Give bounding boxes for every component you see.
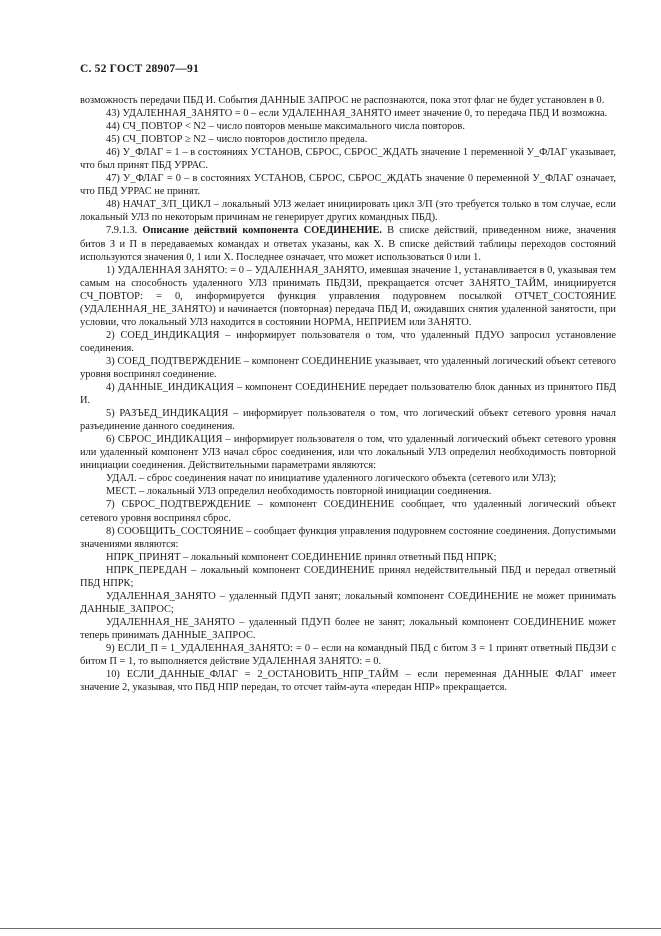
action-item: УДАЛЕННАЯ_НЕ_ЗАНЯТО – удаленный ПДУП более не занят; локальный компонент СОЕДИНЕНИЕ может теперь принимать ДАННЫЕ_ЗАПРОС. (80, 616, 616, 641)
action-item: МЕСТ. – локальный УЛЗ определил необходимость повторной инициации соединения. (106, 486, 492, 498)
paragraph: 48) НАЧАТ_З/П_ЦИКЛ – локальный УЛЗ желает инициировать цикл З/П (это требуется только в том случае, если локальный УЛЗ по некоторым причинам не генерирует других командных ПБД). (80, 199, 616, 224)
section-paragraph (80, 224, 616, 263)
action-item: 9) ЕСЛИ_П = 1_УДАЛЕННАЯ_ЗАНЯТО: = 0 – если на командный ПБД с битом З = 1 принят ответный ПБДЗИ с битом П = 1, то выполняется действие УДАЛЕННАЯ ЗАНЯТО: = 0. (80, 642, 616, 668)
bottom-rule (0, 928, 661, 929)
paragraph: 44) СЧ_ПОВТОР < N2 – число повторов меньше максимального числа повторов. (106, 121, 465, 133)
action-item: 6) СБРОС_ИНДИКАЦИЯ – информирует пользователя о том, что удаленный логический объект сетевого уровня или удаленный компонент УЛЗ начал сброс соединения, или что локальный УЛЗ определил необходимость повторной инициации соединения. Действительными параметрами являются: (80, 434, 616, 472)
action-item: 7) СБРОС_ПОДТВЕРЖДЕНИЕ – компонент СОЕДИНЕНИЕ сообщает, что удаленный логический объект сетевого уровня воспринял сброс. (80, 499, 616, 524)
section-number: 7.9.1.3. (106, 225, 138, 237)
action-item: НПРК_ПРИНЯТ – локальный компонент СОЕДИНЕНИЕ принял ответный ПБД НПРК; (106, 551, 497, 563)
action-item: УДАЛЕННАЯ_ЗАНЯТО – удаленный ПДУП занят; локальный компонент СОЕДИНЕНИЕ не может принимать ДАННЫЕ_ЗАПРОС; (80, 590, 616, 615)
document-body (80, 94, 616, 694)
paragraph: 46) У_ФЛАГ = 1 – в состояниях УСТАНОВ, СБРОС, СБРОС_ЖДАТЬ значение 1 переменной У_ФЛАГ указывает, что был принят ПБД УРРАС. (80, 147, 616, 172)
paragraph: 45) СЧ_ПОВТОР ≥ N2 – число повторов достигло предела. (106, 134, 368, 146)
section-intro: В списке действий, приведенном ниже, значения битов З и П в передаваемых командах и ответах указаны, как Х. В списке действий таблицы переходов состояний используются значения 0, 1 или Х. Последнее означает, что может использоваться 0 или 1. (80, 225, 616, 263)
action-item: 8) СООБЩИТЬ_СОСТОЯНИЕ – сообщает функция управления подуровнем состояние соединения. Допустимыми значениями являются: (80, 525, 616, 550)
action-item: 10) ЕСЛИ_ДАННЫЕ_ФЛАГ = 2_ОСТАНОВИТЬ_НПР_ТАЙМ – если переменная ДАННЫЕ ФЛАГ имеет значение 2, указывая, что ПБД НПР передан, то отсчет тайм-аута «передан НПР» прекращается. (80, 669, 616, 694)
action-item: 1) УДАЛЕННАЯ ЗАНЯТО: = 0 – УДАЛЕННАЯ_ЗАНЯТО, имевшая значение 1, устанавливается в 0, указывая тем самым на способность удаленного УЛЗ принимать ПБДЗИ, прекращается отсчет ЗАНЯТО_ТАЙМ, инициируется СЧ_ПОВТОР: = 0, информируется функция управления подуровнем посылкой ОТЧЕТ_СОСТОЯНИЕ (УДАЛЕННАЯ_НЕ_ЗАНЯТО) и начинается (повторная) передача ПБД И, ожидавших снятия удаленной занятости, при условии, что локальный УЛЗ находится в состоянии НОРМА, НЕПРИЕМ или ЗАНЯТО. (80, 264, 616, 328)
paragraph: 43) УДАЛЕННАЯ_ЗАНЯТО = 0 – если УДАЛЕННАЯ_ЗАНЯТО имеет значение 0, то передача ПБД И возможна. (106, 108, 608, 120)
section-title: Описание действий компонента СОЕДИНЕНИЕ. (142, 225, 383, 237)
action-item: УДАЛ. – сброс соединения начат по инициативе удаленного логического объекта (сетевого или УЛЗ); (106, 473, 557, 485)
paragraph: возможность передачи ПБД И. События ДАННЫЕ ЗАПРОС не распознаются, пока этот флаг не будет установлен в 0. (80, 95, 605, 106)
action-item: 4) ДАННЫЕ_ИНДИКАЦИЯ – компонент СОЕДИНЕНИЕ передает пользователю блок данных из принятого ПБД И. (80, 382, 616, 407)
action-item: НПРК_ПЕРЕДАН – локальный компонент СОЕДИНЕНИЕ принял недействительный ПБД и передал ответный ПБД НПРК; (80, 564, 616, 589)
paragraph: 47) У_ФЛАГ = 0 – в состояниях УСТАНОВ, СБРОС, СБРОС_ЖДАТЬ значение 0 переменной У_ФЛАГ означает, что ПБД УРРАС не принят. (80, 173, 616, 198)
action-item: 2) СОЕД_ИНДИКАЦИЯ – информирует пользователя о том, что удаленный ПДУО запросил установление соединения. (80, 329, 616, 354)
page-header: С. 52 ГОСТ 28907—91 (80, 63, 199, 75)
action-item: 3) СОЕД_ПОДТВЕРЖДЕНИЕ – компонент СОЕДИНЕНИЕ указывает, что удаленный логический объект сетевого уровня воспринял соединение. (80, 355, 616, 380)
action-item: 5) РАЗЪЕД_ИНДИКАЦИЯ – информирует пользователя о том, что логический объект сетевого уровня начал разъединение данного соединения. (80, 408, 616, 433)
